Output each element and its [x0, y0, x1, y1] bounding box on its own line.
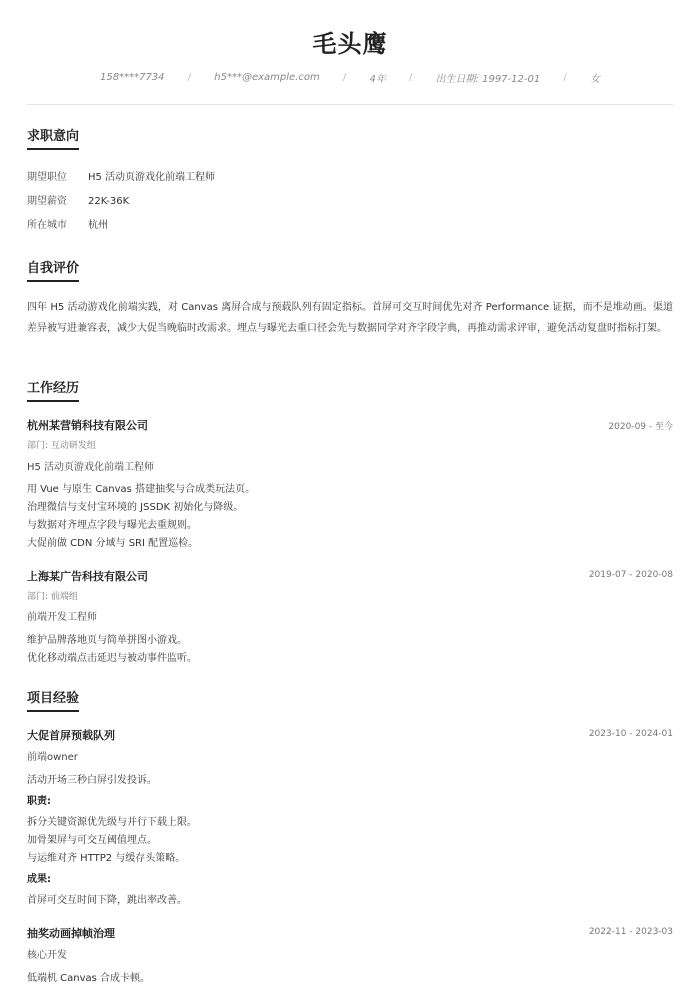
project-duty: 加骨架屏与可交互阈值埋点。	[27, 835, 157, 846]
job-date: 2020-09 - 至今	[608, 422, 673, 432]
project-duty: 拆分关键资源优先级与并行下载上限。	[27, 817, 197, 828]
project-description: 低端机 Canvas 合成卡顿。	[27, 973, 151, 984]
header-divider	[27, 104, 673, 105]
job-department: 部门: 互动研发组	[27, 441, 96, 451]
job-line: 治理微信与支付宝环境的 JSSDK 初始化与降级。	[27, 502, 244, 513]
project-role: 核心开发	[27, 950, 67, 961]
section-underline	[27, 148, 79, 150]
section-title-summary: 自我评价	[27, 261, 80, 276]
intent-label: 所在城市	[27, 220, 67, 231]
summary-text: 四年 H5 活动游戏化前端实践，对 Canvas 离屏合成与预载队列有固定指标。首屏可交互时间优先对齐 Performance 证据，而不是堆动画。渠道差异被写进兼容表，减少大促当晚临时改需求。埋点与曝光去重口径会先与数据同学对齐字段字典，再推动需求评审，避免活动复盘时指标打架。	[27, 302, 673, 334]
intent-value: 22K-36K	[88, 196, 130, 207]
intent-value: 杭州	[88, 220, 108, 231]
project-result-label: 成果:	[27, 874, 51, 885]
section-title-intent: 求职意向	[27, 129, 80, 144]
contact-experience: 4年	[369, 74, 386, 85]
job-company: 上海某广告科技有限公司	[27, 570, 148, 583]
contact-email: h5***@example.com	[214, 72, 320, 83]
contact-birthdate: 出生日期: 1997-12-01	[435, 74, 541, 85]
project-date: 2023-10 - 2024-01	[588, 729, 673, 739]
intent-row-city	[27, 216, 108, 231]
project-result: 首屏可交互时间下降，跳出率改善。	[27, 895, 187, 906]
project-duty-label: 职责:	[27, 796, 51, 807]
intent-value: H5 活动页游戏化前端工程师	[88, 172, 216, 183]
project-duty: 与运维对齐 HTTP2 与缓存头策略。	[27, 853, 186, 864]
contact-separator: /	[342, 72, 347, 83]
section-underline	[27, 280, 79, 282]
section-title-work: 工作经历	[27, 381, 80, 396]
contact-separator: /	[563, 72, 567, 83]
candidate-name: 毛头鹰	[312, 30, 388, 58]
project-name: 大促首屏预载队列	[27, 729, 115, 742]
job-line: 优化移动端点击延迟与被动事件监听。	[27, 653, 197, 664]
project-role: 前端owner	[27, 752, 78, 763]
contact-phone: 158****7734	[100, 72, 165, 83]
intent-row-position	[27, 168, 215, 183]
job-date: 2019-07 - 2020-08	[588, 570, 673, 580]
project-date: 2022-11 - 2023-03	[588, 927, 673, 937]
job-line: 维护品牌落地页与简单拼图小游戏。	[27, 635, 187, 646]
intent-label: 期望薪资	[27, 196, 67, 207]
intent-label: 期望职位	[27, 172, 67, 183]
job-company: 杭州某营销科技有限公司	[27, 419, 148, 432]
project-description: 活动开场三秒白屏引发投诉。	[27, 775, 157, 786]
contact-gender: 女	[589, 74, 600, 85]
job-department: 部门: 前端组	[27, 592, 78, 602]
contact-separator: /	[409, 72, 413, 83]
contact-separator: /	[187, 72, 192, 83]
intent-row-salary	[27, 192, 129, 207]
job-role: H5 活动页游戏化前端工程师	[27, 462, 155, 473]
job-role: 前端开发工程师	[27, 612, 97, 623]
job-line: 用 Vue 与原生 Canvas 搭建抽奖与合成类玩法页。	[27, 484, 256, 495]
section-title-projects: 项目经验	[27, 691, 80, 706]
job-line: 与数据对齐埋点字段与曝光去重规则。	[27, 520, 197, 531]
contact-bar	[100, 70, 600, 85]
section-underline	[27, 710, 79, 712]
job-line: 大促前做 CDN 分域与 SRI 配置巡检。	[27, 538, 199, 549]
section-underline	[27, 400, 79, 402]
project-name: 抽奖动画掉帧治理	[27, 927, 115, 940]
